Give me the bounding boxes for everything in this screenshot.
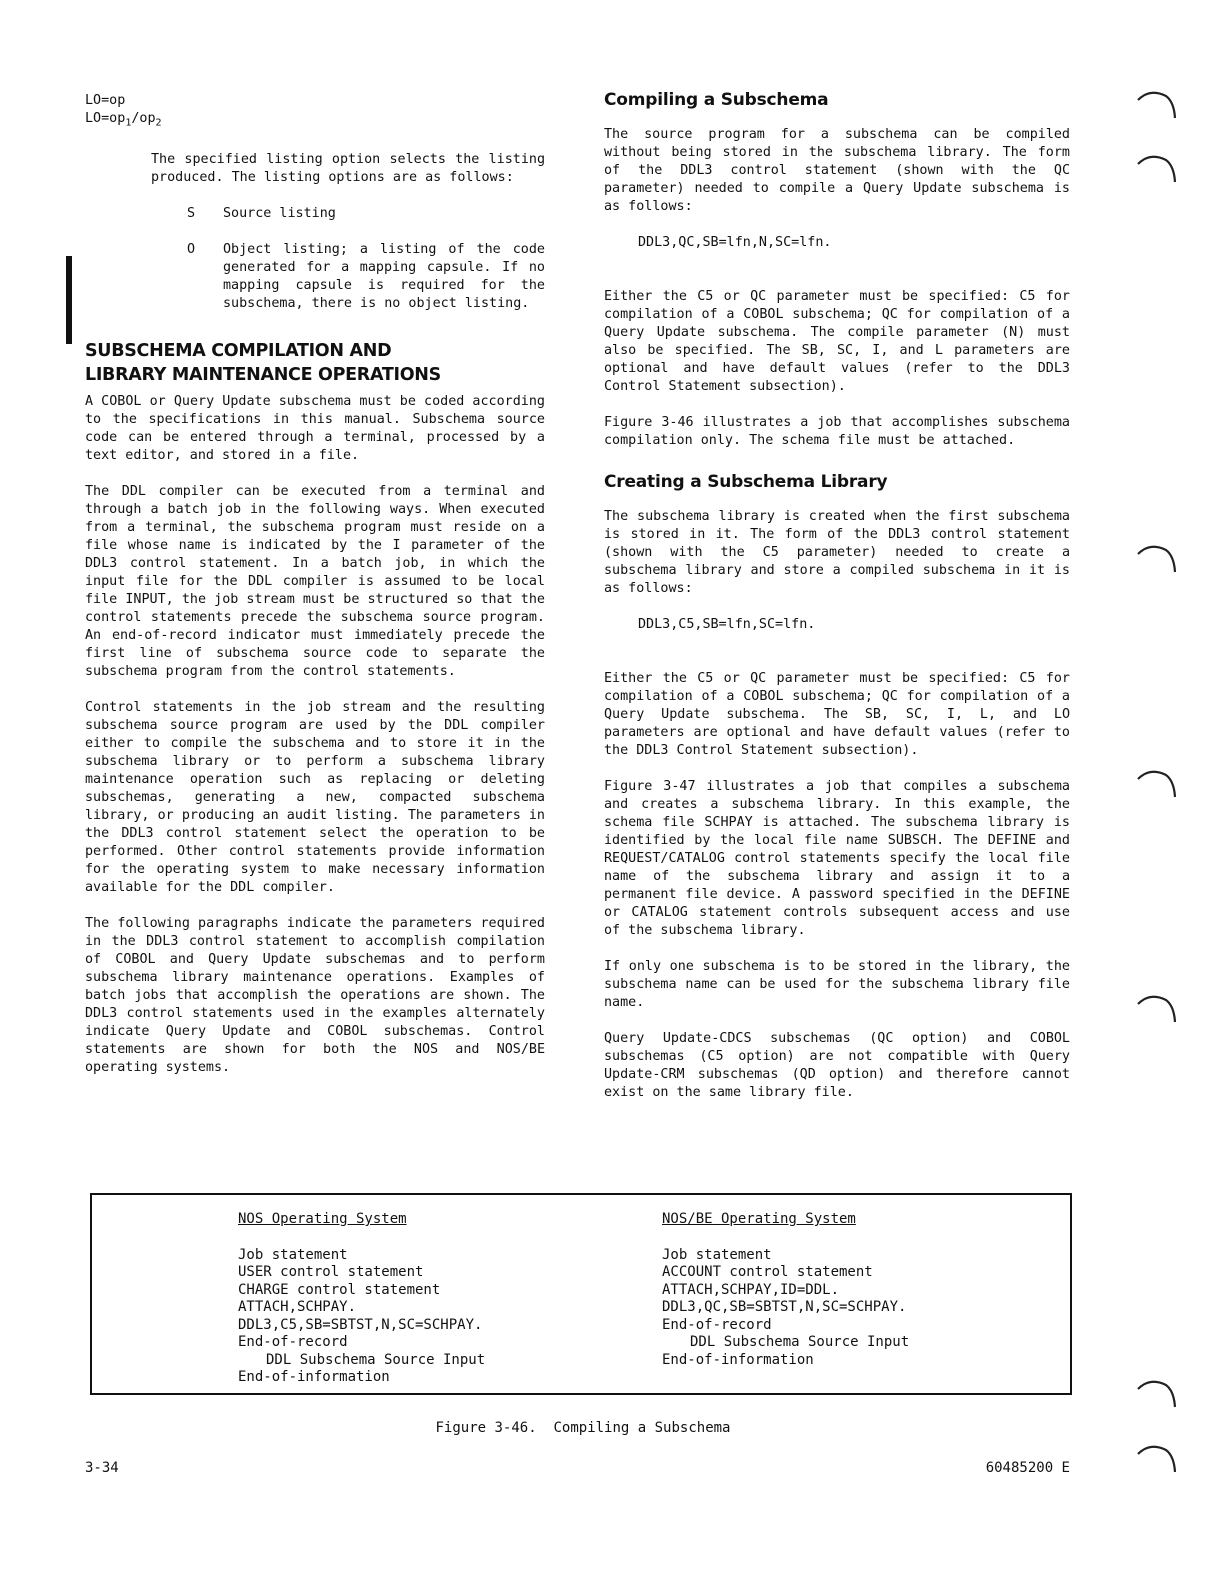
job-line: End-of-information [238, 1369, 390, 1385]
binder-hole-mark [1136, 765, 1178, 801]
nosbe-heading: NOS/BE Operating System [662, 1211, 856, 1227]
figure-box [90, 1193, 1072, 1395]
binder-hole-mark [1136, 86, 1178, 122]
command-example: DDL3,QC,SB=lfn,N,SC=lfn. [638, 235, 832, 250]
job-line: CHARGE control statement [238, 1281, 441, 1298]
nos-heading: NOS Operating System [238, 1211, 407, 1227]
left-column [85, 92, 545, 1095]
binder-hole-mark [1136, 540, 1178, 576]
option-text: Source listing [223, 205, 336, 221]
body-paragraph: Either the C5 or QC parameter must be specified: C5 for compilation of a COBOL subschema; QC for compilation of a Query Update subschema. The compile parameter (N) must also be specified. The SB, SC, I, and L parameters are optional and have default values (refer to the DDL3 Control Statement subsection). [604, 289, 1070, 394]
nosbe-job-listing [662, 1211, 909, 1369]
job-line: ATTACH,SCHPAY. [238, 1299, 357, 1315]
subsection-heading-library: Creating a Subschema Library [604, 472, 888, 492]
body-paragraph: The DDL compiler can be executed from a terminal and through a batch job in the following ways. When executed from a terminal, the subschema program must reside on a file whose name is indicated by the I parameter of the DDL3 control statement. In a batch job, in which the input file for the DDL compiler is assumed to be local file INPUT, the job stream must be structured so that the control statements precede the subschema source program. An end-of-record indicator must immediately precede the first line of subschema source code to separate the subschema program from the control statements. [85, 483, 545, 679]
nos-job-listing [238, 1211, 485, 1387]
job-line: DDL Subschema Source Input [266, 1351, 486, 1368]
option-text: Object listing; a listing of the code generated for a mapping capsule. If no mapping capsule is required for the subschema, there is no object listing. [223, 241, 545, 311]
revision-change-bar [66, 256, 72, 344]
subsection-heading-compiling: Compiling a Subschema [604, 90, 829, 110]
body-paragraph: If only one subschema is to be stored in the library, the subschema name can be used for the subschema library file name. [604, 959, 1070, 1010]
binder-hole-mark [1136, 990, 1178, 1026]
option-code: O [187, 241, 196, 257]
body-paragraph: Figure 3-47 illustrates a job that compiles a subschema and creates a subschema library. In this example, the schema file SCHPAY is attached. The subschema library is identified by the local file name SUBSCH. The DEFINE and REQUEST/CATALOG control statements specify the local file name of the subschema library and assign it to a permanent file device. A password specified in the DEFINE or CATALOG statement controls subsequent access and use of the subschema library. [604, 779, 1070, 938]
job-line: End-of-record [662, 1316, 772, 1333]
lo-syntax-1: LO=op [85, 93, 126, 108]
lo-syntax-2: $LO=op_1/op_2$ [85, 111, 162, 129]
body-paragraph: Query Update-CDCS subschemas (QC option) and COBOL subschemas (C5 option) are not compatible with Query Update-CRM subschemas (QD option) and therefore cannot exist on the same library file. [604, 1031, 1070, 1100]
binder-hole-mark [1136, 150, 1178, 186]
option-item [187, 241, 545, 313]
binder-hole-mark [1136, 1375, 1178, 1411]
body-paragraph: Figure 3-46 illustrates a job that accomplishes subschema compilation only. The schema file must be attached. [604, 415, 1070, 448]
job-line: Job statement [662, 1246, 772, 1263]
body-paragraph: The source program for a subschema can be compiled without being stored in the subschema library. The form of the DDL3 control statement (shown with the QC parameter) needed to compile a Query Update subschema is as follows: [604, 127, 1070, 214]
figure-caption: Figure 3-46. Compiling a Subschema [435, 1420, 731, 1436]
job-line: DDL3,QC,SB=SBTST,N,SC=SCHPAY. [662, 1299, 907, 1315]
command-example: DDL3,C5,SB=lfn,SC=lfn. [638, 617, 816, 632]
job-line: DDL3,C5,SB=SBTST,N,SC=SCHPAY. [238, 1316, 483, 1333]
job-line: End-of-information [662, 1351, 814, 1368]
document-number: 60485200 E [985, 1460, 1070, 1476]
section-heading: SUBSCHEMA COMPILATION AND LIBRARY MAINTENANCE OPERATIONS [85, 340, 441, 385]
job-line: ATTACH,SCHPAY,ID=DDL. [662, 1281, 840, 1298]
lo-description: The specified listing option selects the listing produced. The listing options are as follows: [151, 151, 545, 185]
job-line: USER control statement [238, 1264, 424, 1280]
option-code: S [187, 205, 196, 221]
job-line: ACCOUNT control statement [662, 1264, 873, 1280]
body-paragraph: A COBOL or Query Update subschema must be coded according to the specifications in this manual. Subschema source code can be entered through a terminal, processed by a text editor, and stored in a file. [85, 393, 545, 463]
body-paragraph: The following paragraphs indicate the parameters required in the DDL3 control statement to accomplish compilation of COBOL and Query Update subschemas and to perform subschema library maintenance operations. Examples of batch jobs that accomplish the operations are shown. The DDL3 control statements used in the examples alternately indicate Query Update and COBOL subschemas. Control statements are shown for both the NOS and NOS/BE operating systems. [85, 915, 545, 1075]
body-paragraph: The subschema library is created when the first subschema is stored in it. The form of the DDL3 control statement (shown with the C5 parameter) needed to create a subschema library and store a compiled subschema in it is as follows: [604, 509, 1070, 596]
job-line: End-of-record [238, 1334, 348, 1350]
job-line: DDL Subschema Source Input [690, 1334, 910, 1350]
option-item [187, 205, 545, 223]
page-number: 3-34 [85, 1460, 119, 1476]
job-line: Job statement [238, 1246, 348, 1263]
binder-hole-mark [1136, 1440, 1178, 1476]
body-paragraph: Control statements in the job stream and the resulting subschema source program are used by the DDL compiler either to compile the subschema and to store it in the subschema library or to perform a subschema library maintenance operation such as replacing or deleting subschemas, generating a new, compacted subschema library, or producing an audit listing. The parameters in the DDL3 control statement select the operation to be performed. Other control statements provide information for the operating system to make necessary information available for the DDL compiler. [85, 699, 545, 895]
right-column [604, 88, 1070, 1120]
body-paragraph: Either the C5 or QC parameter must be specified: C5 for compilation of a COBOL subschema; QC for compilation of a Query Update subschema. The SB, SC, I, L, and LO parameters are optional and have default values (refer to the DDL3 Control Statement subsection). [604, 671, 1070, 758]
